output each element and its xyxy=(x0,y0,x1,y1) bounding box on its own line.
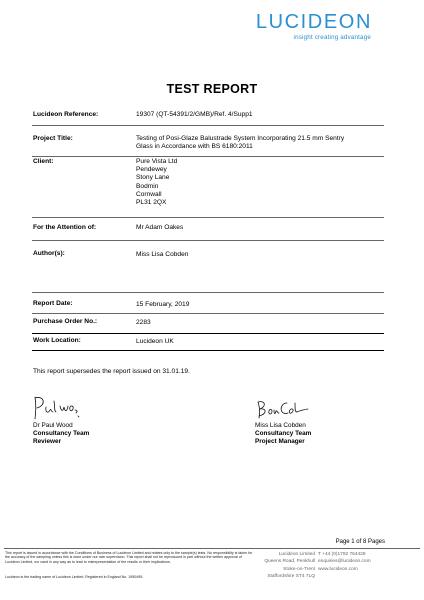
address-line: Queens Road, Penkhull xyxy=(264,559,315,565)
address-line: Stoke-on-Trent xyxy=(283,566,315,572)
footer-divider xyxy=(4,548,420,549)
footer-contact xyxy=(318,551,398,573)
client-line: Pure Vista Ltd xyxy=(136,158,178,165)
footer-phone: T +44 (0)1782 764428 xyxy=(318,552,366,557)
page-number: Page 1 of 8 Pages xyxy=(335,539,385,545)
page-title: TEST REPORT xyxy=(166,82,258,96)
logo-tagline: insight creating advantage xyxy=(293,34,371,41)
reference-label: Lucideon Reference: xyxy=(33,111,99,118)
signature-image-right xyxy=(255,398,311,420)
authors-value: Miss Lisa Cobden xyxy=(136,251,189,258)
divider xyxy=(32,156,384,157)
client-label: Client: xyxy=(33,158,54,165)
report-date-label: Report Date: xyxy=(33,300,73,307)
footer-website-link[interactable]: www.lucideon.com xyxy=(318,566,358,572)
signatory-left xyxy=(33,422,89,447)
project-title-label: Project Title: xyxy=(33,135,73,142)
signatory-right xyxy=(255,422,311,447)
divider xyxy=(32,240,384,241)
footer-trading-name: Lucideon is the trading name of Lucideon Limited. Registered in England No. 1950495. xyxy=(5,575,144,579)
signatory-role: Reviewer xyxy=(33,438,62,446)
work-location-label: Work Location: xyxy=(33,337,81,344)
lucideon-logo xyxy=(256,11,372,41)
report-date-value: 15 February, 2019 xyxy=(136,301,190,308)
work-location-value: Lucideon UK xyxy=(136,338,174,345)
signatory-name: Miss Lisa Cobden xyxy=(255,422,306,429)
divider xyxy=(32,217,384,218)
signature-image-left xyxy=(32,395,80,421)
reference-value: 19307 (QT-54391/2/GMB)/Ref. 4/Supp1 xyxy=(136,111,253,118)
purchase-order-label: Purchase Order No.: xyxy=(33,318,98,325)
client-line: Cornwall xyxy=(136,190,162,198)
attention-value: Mr Adam Oakes xyxy=(136,224,184,231)
client-line: Stony Lane xyxy=(136,174,170,182)
attention-label: For the Attention of: xyxy=(33,224,97,231)
address-line: Lucideon Limited xyxy=(278,552,315,557)
supersede-note: This report supersedes the report issued on 31.01.19. xyxy=(33,368,190,375)
footer-email-link[interactable]: enquiries@lucideon.com xyxy=(318,559,371,565)
divider xyxy=(32,292,384,293)
logo-wordmark: LUCIDEON xyxy=(255,11,372,33)
project-title-value: Testing of Posi-Glaze Balustrade System Incorporating 21.5 mm Sentry Glass in Accordance with BS 6180:2011 xyxy=(136,135,345,151)
divider xyxy=(32,350,384,351)
signatory-team: Consultancy Team xyxy=(33,430,90,438)
client-line: PL31 2QX xyxy=(136,199,167,207)
signatory-team: Consultancy Team xyxy=(255,430,312,438)
divider xyxy=(32,333,384,334)
address-line: Staffordshire ST4 7LQ xyxy=(267,573,315,579)
divider xyxy=(32,125,384,126)
client-line: Bodmin xyxy=(136,182,159,190)
divider xyxy=(32,313,384,314)
signatory-name: Dr Paul Wood xyxy=(33,422,73,429)
client-address xyxy=(136,158,177,207)
footer-terms: This report is issued in accordance with the Conditions of Business of Lucideon Limited and relates only to the sample(s) tests. No responsibility is taken for the accuracy of the sampling unless this is done under our own supervision. This report shall not be reproduced in part without the written approval of Lucideon Limited, nor used in any way as to lead to misrepresentation of the results or their implications. xyxy=(5,551,253,564)
purchase-order-value: 2283 xyxy=(136,319,151,326)
footer-address xyxy=(255,551,315,580)
signatory-role: Project Manager xyxy=(255,438,305,446)
client-line: Pendewey xyxy=(136,166,167,174)
authors-label: Author(s): xyxy=(33,250,65,257)
